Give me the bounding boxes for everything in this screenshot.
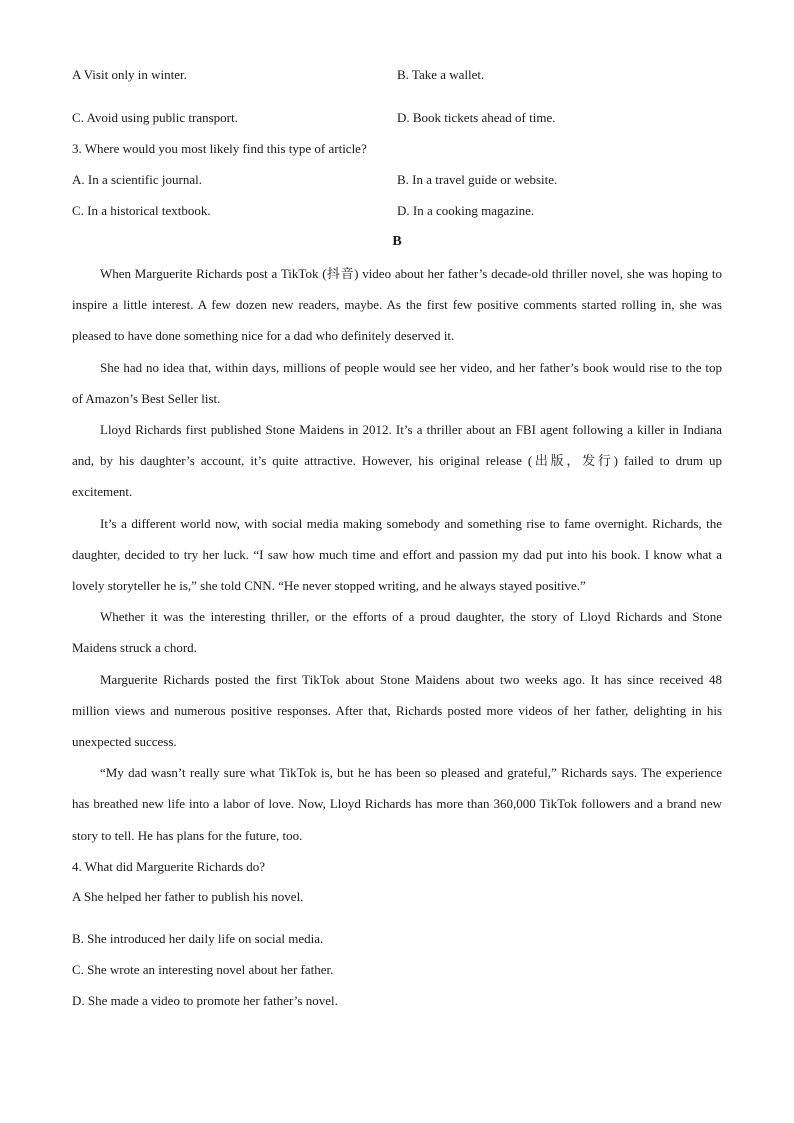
passage-paragraph: When Marguerite Richards post a TikTok (抖音) video about her father’s decade-old thriller novel, she was hoping to inspire a little interest. A few dozen new readers, maybe. As the first few positive comments started rolling in, she was pleased to have done something nice for a dad who definitely deserved it. bbox=[72, 266, 722, 344]
passage-paragraph: Whether it was the interesting thriller, or the efforts of a proud daughter, the story of Lloyd Richards and Stone Maidens struck a chord. bbox=[72, 609, 722, 656]
q4-question: 4. What did Marguerite Richards do? bbox=[72, 859, 266, 874]
section-heading: B bbox=[392, 234, 402, 249]
q4-option-d: D. She made a video to promote her father’s novel. bbox=[72, 993, 338, 1008]
passage-paragraph: She had no idea that, within days, millions of people would see her video, and her father’s book would rise to the top of Amazon’s Best Seller list. bbox=[72, 359, 722, 406]
q3-option-c: C. In a historical textbook. bbox=[72, 203, 211, 218]
q4-option-a: A She helped her father to publish his novel. bbox=[72, 889, 304, 904]
q3-question: 3. Where would you most likely find this type of article? bbox=[72, 141, 367, 156]
q3-option-b: B. In a travel guide or website. bbox=[397, 172, 558, 187]
q2-option-d: D. Book tickets ahead of time. bbox=[397, 110, 556, 125]
passage-paragraph: It’s a different world now, with social media making somebody and something rise to fame overnight. Richards, the daughter, decided to try her luck. “I saw how much time and effort and passion my dad put into his book. I know what a lovely storyteller he is,” she told CNN. “He never stopped writing, and he always stayed positive.” bbox=[72, 515, 722, 594]
q2-option-a: A Visit only in winter. bbox=[72, 67, 187, 82]
passage bbox=[72, 258, 722, 851]
passage-paragraph: “My dad wasn’t really sure what TikTok is, but he has been so pleased and grateful,” Richards says. The experience has breathed new life into a labor of love. Now, Lloyd Richards has more than 360,000 TikTok followers and a brand new story to tell. He has plans for the future, too. bbox=[72, 765, 722, 843]
passage-paragraph: Lloyd Richards first published Stone Maidens in 2012. It’s a thriller about an FBI agent following a killer in Indiana and, by his daughter’s account, it’s quite attractive. However, his original release (出版，发行) failed to drum up excitement. bbox=[72, 422, 722, 500]
q2-option-c: C. Avoid using public transport. bbox=[72, 110, 238, 125]
passage-paragraph: Marguerite Richards posted the first TikTok about Stone Maidens about two weeks ago. It has since received 48 million views and numerous positive responses. After that, Richards posted more videos of her father, delighting in his unexpected success. bbox=[72, 671, 722, 750]
q2-option-b: B. Take a wallet. bbox=[397, 67, 485, 82]
q3-option-d: D. In a cooking magazine. bbox=[397, 203, 535, 218]
q4-option-c: C. She wrote an interesting novel about her father. bbox=[72, 962, 334, 977]
q3-option-a: A. In a scientific journal. bbox=[72, 172, 202, 187]
q4-option-b: B. She introduced her daily life on social media. bbox=[72, 931, 324, 946]
